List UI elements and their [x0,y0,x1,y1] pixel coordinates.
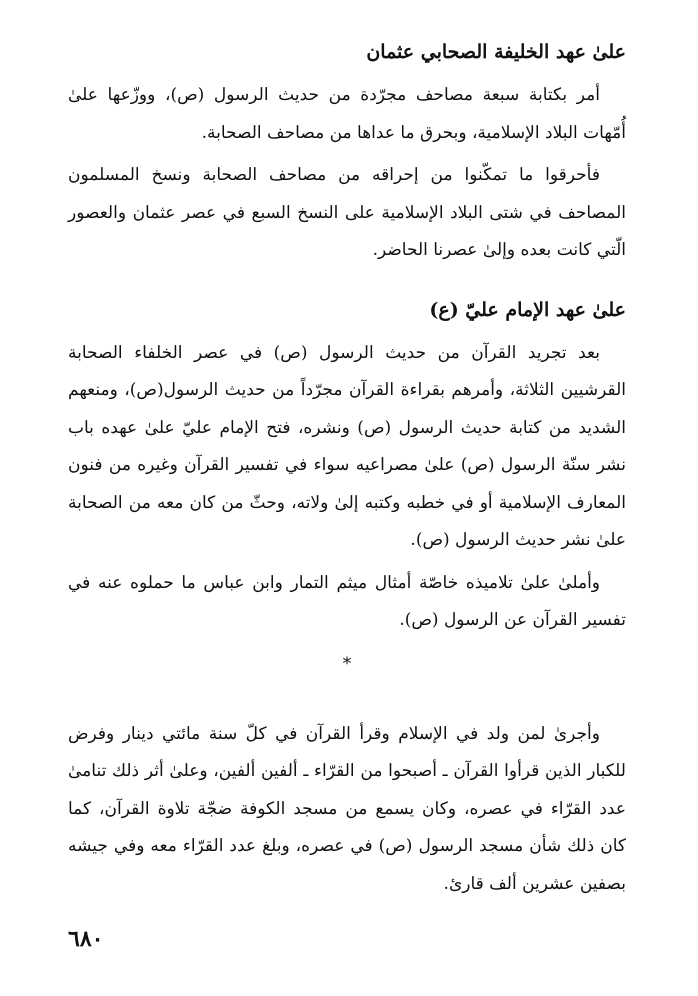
paragraph: فأحرقوا ما تمكّنوا من إحراقه من مصاحف الصحابة ونسخ المسلمون المصاحف في شتى البلاد الإسلامية على النسخ السبع في عصر عثمان والعصور الّتي كانت بعده وإلىٰ عصرنا الحاضر. [68,165,626,260]
paragraph: وأملىٰ علىٰ تلاميذه خاصّة أمثال ميثم التمار وابن عباس ما حملوه عنه في تفسير القرآن عن الرسول (ص). [68,572,626,630]
section-divider-asterisk: * [342,653,352,674]
paragraph: أمر بكتابة سبعة مصاحف مجرّدة من حديث الرسول (ص)، ووزّعها علىٰ أُمّهات البلاد الإسلامية، وبحرق ما عداها من مصاحف الصحابة. [68,85,626,143]
spacer [68,270,626,290]
section-title-uthman: علىٰ عهد الخليفة الصحابي عثمان [366,41,626,63]
section-title-imam-ali: علىٰ عهد الإمام عليّ (ع) [429,298,626,321]
paragraph: بعد تجريد القرآن من حديث الرسول (ص) في عصر الخلفاء الصحابة القرشيين الثلاثة، وأمرهم بقراءة القرآن مجرّداً من حديث الرسول(ص)، ومنعهم الشديد من كتابة حديث الرسول (ص) ونشره، فتح الإمام عليّ علىٰ عهده باب نشر سنّة الرسول (ص) علىٰ مصراعيه سواء في تفسير القرآن وغيره من فنون المعارف الإسلامية أو في خطبه وكتبه إلىٰ ولاته، وحثّ من كان معه من الصحابة علىٰ نشر حديث الرسول (ص). [68,342,626,550]
page-number: ٦٨٠ [68,926,104,952]
paragraph: وأجرىٰ لمن ولد في الإسلام وقرأ القرآن في كلّ سنة مائتي دينار وفرض للكبار الذين قرأوا القرآن ـ أصبحوا من القرّاء ـ ألفين ألفين، وعلىٰ أثر ذلك تنامىٰ عدد القرّاء في عصره، وكان يسمع من مسجد الكوفة ضجّة تلاوة القرآن، كما كان ذلك شأن مسجد الرسول (ص) في عصره، وبلغ عدد القرّاء معه وفي جيشه بصفين عشرين ألف قارئ. [68,723,626,894]
